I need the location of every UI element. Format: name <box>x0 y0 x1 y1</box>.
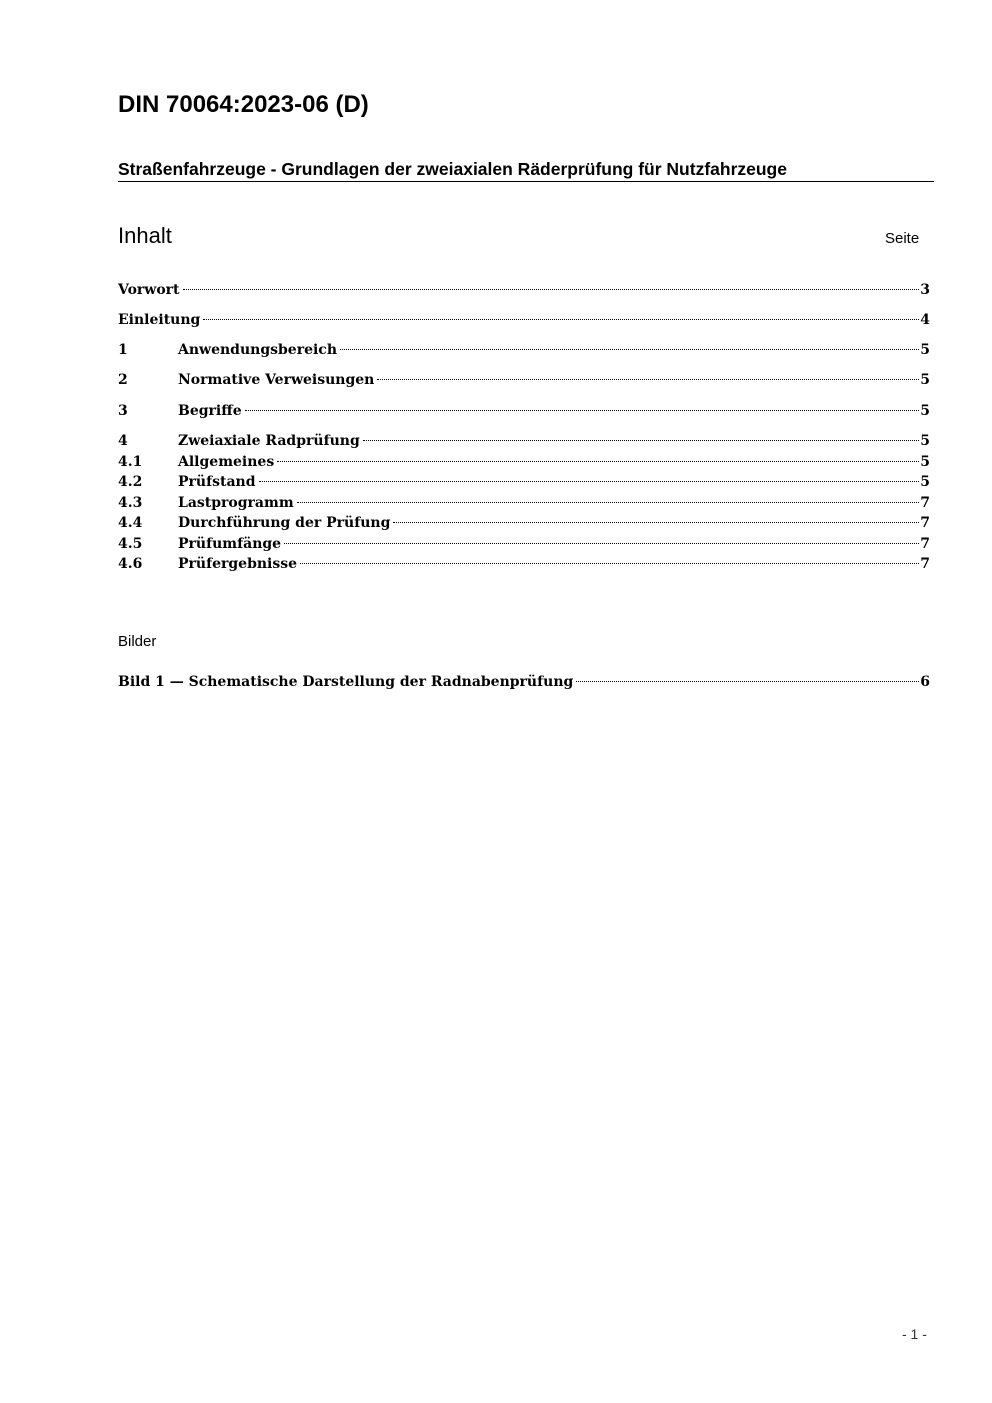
toc-entry-page: 7 <box>920 515 930 531</box>
dot-leader <box>245 410 920 411</box>
dot-leader <box>297 502 920 503</box>
toc-entry-page: 7 <box>920 556 930 572</box>
dot-leader <box>340 349 919 350</box>
toc-entry-4-3[interactable] <box>118 493 930 513</box>
toc-entry-page: 7 <box>920 495 930 511</box>
toc-entry-4-4[interactable] <box>118 513 930 533</box>
toc-entry-title: Anwendungsbereich <box>178 342 337 358</box>
page-column-label: Seite <box>885 230 920 247</box>
dot-leader <box>259 481 920 482</box>
dot-leader <box>183 289 920 290</box>
dot-leader <box>284 543 919 544</box>
toc-entry-page: 5 <box>920 403 930 419</box>
toc-entry-einleitung[interactable] <box>118 310 930 330</box>
toc-heading: Inhalt <box>118 223 172 248</box>
toc-entry-4-5[interactable] <box>118 534 930 554</box>
toc-entry-number: 4.5 <box>118 536 143 552</box>
toc-entry-title: Zweiaxiale Radprüfung <box>178 433 360 449</box>
toc-entry-3[interactable] <box>118 401 930 421</box>
figure-entry-1[interactable] <box>118 672 930 692</box>
toc-entry-number: 2 <box>118 372 128 388</box>
toc-entry-title: Vorwort <box>118 282 180 298</box>
toc-entry-page: 5 <box>920 474 930 490</box>
toc-entry-number: 4.2 <box>118 474 143 490</box>
toc-entry-page: 7 <box>920 536 930 552</box>
toc-entry-page: 5 <box>920 433 930 449</box>
toc-entry-number: 4.6 <box>118 556 143 572</box>
toc-entry-page: 5 <box>920 372 930 388</box>
dot-leader <box>576 681 919 682</box>
toc-entry-title: Prüfstand <box>178 474 256 490</box>
toc-entry-title: Einleitung <box>118 312 201 328</box>
dot-leader <box>377 379 919 380</box>
toc-entry-2[interactable] <box>118 370 930 390</box>
toc-entry-page: 5 <box>920 454 930 470</box>
toc-entry-4-1[interactable] <box>118 452 930 472</box>
document-id: DIN 70064:2023-06 (D) <box>118 91 369 118</box>
toc-entry-title: Prüfumfänge <box>178 536 282 552</box>
toc-entry-number: 3 <box>118 403 128 419</box>
toc-entry-number: 4.3 <box>118 495 143 511</box>
toc-entry-title: Normative Verweisungen <box>178 372 375 388</box>
toc-entry-page: 3 <box>920 282 930 298</box>
dot-leader <box>300 563 919 564</box>
toc-entry-4-6[interactable] <box>118 554 930 574</box>
document-title: Straßenfahrzeuge - Grundlagen der zweiaxialen Räderprüfung für Nutzfahrzeuge <box>118 158 934 182</box>
toc-entry-title: Begriffe <box>178 403 242 419</box>
toc-entry-title: Prüfergebnisse <box>178 556 298 572</box>
toc-entry-page: 4 <box>920 312 930 328</box>
toc-entry-4-2[interactable] <box>118 472 930 492</box>
toc-entry-page: 5 <box>920 342 930 358</box>
figure-entry-page: 6 <box>920 674 930 690</box>
dot-leader <box>393 522 919 523</box>
toc-entry-number: 4 <box>118 433 128 449</box>
toc-entry-number: 4.1 <box>118 454 143 470</box>
figures-heading: Bilder <box>118 633 157 650</box>
dot-leader <box>277 461 919 462</box>
toc-entry-4[interactable] <box>118 431 930 451</box>
toc-entry-title: Allgemeines <box>178 454 275 470</box>
dot-leader <box>203 319 919 320</box>
toc-entry-1[interactable] <box>118 340 930 360</box>
toc-entry-title: Lastprogramm <box>178 495 294 511</box>
toc-entry-vorwort[interactable] <box>118 280 930 300</box>
toc-entry-title: Durchführung der Prüfung <box>178 515 391 531</box>
dot-leader <box>363 440 920 441</box>
toc-entry-number: 1 <box>118 342 128 358</box>
toc-entry-number: 4.4 <box>118 515 143 531</box>
figure-entry-title: Bild 1 — Schematische Darstellung der Radnabenprüfung <box>118 674 574 690</box>
page-number: - 1 - <box>902 1326 927 1342</box>
